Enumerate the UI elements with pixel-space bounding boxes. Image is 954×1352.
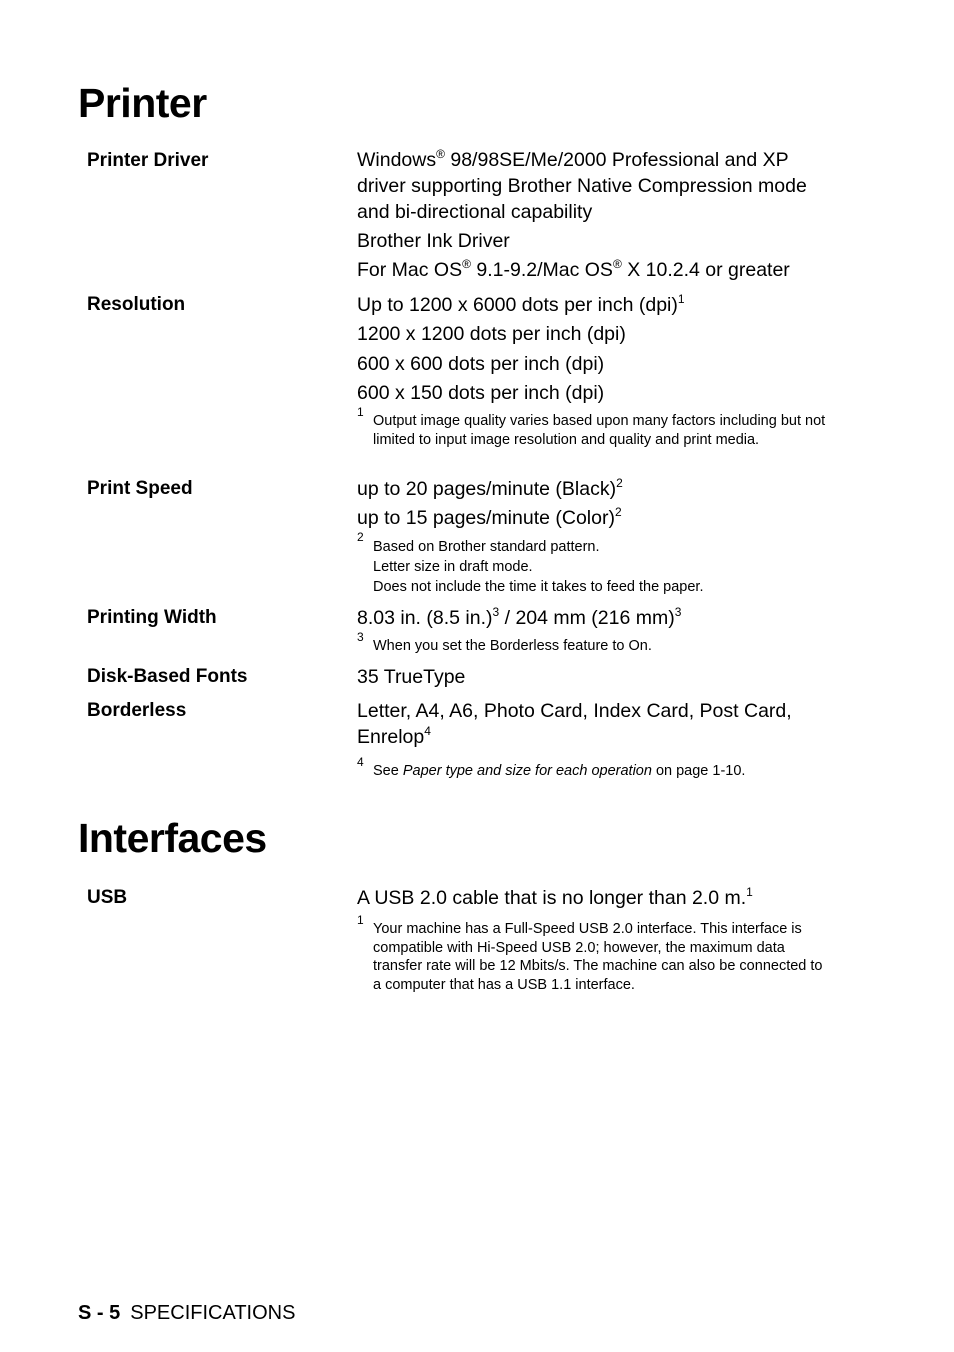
page-footer bbox=[78, 1300, 295, 1326]
footnote-number: 1 bbox=[357, 913, 364, 927]
footnote-text-1: Based on Brother standard pattern. bbox=[373, 539, 600, 555]
value-printer-driver-windows: Windows® 98/98SE/Me/2000 Professional and XP driver supporting Brother Native Compression mode and bi-directional capability bbox=[357, 147, 807, 223]
footnote-text: Your machine has a Full-Speed USB 2.0 interface. This interface is compatible with Hi-Speed USB 2.0; however, the maximum data transfer rate will be 12 Mbits/s. The machine can also be connected to a computer that has a USB 1.1 interface. bbox=[373, 921, 823, 993]
value-print-speed-color: up to 15 pages/minute (Color)$^2$ bbox=[357, 505, 622, 529]
footnote-printing-width bbox=[357, 630, 827, 656]
footnote-number: 3 bbox=[357, 630, 364, 644]
footnote-text: Output image quality varies based upon many factors including but not limited to input image resolution and quality and print media. bbox=[373, 413, 826, 448]
value-printer-driver-mac: For Mac OS® 9.1-9.2/Mac OS® X 10.2.4 or greater bbox=[357, 257, 790, 281]
label-usb: USB bbox=[87, 887, 128, 908]
value-resolution-2: 1200 x 1200 dots per inch (dpi) bbox=[357, 323, 626, 345]
value-printer-driver-ink: Brother Ink Driver bbox=[357, 230, 510, 252]
footnote-borderless bbox=[357, 755, 827, 781]
value-print-speed-black: up to 20 pages/minute (Black)$^2$ bbox=[357, 476, 623, 500]
label-printing-width: Printing Width bbox=[87, 607, 217, 628]
footnote-resolution bbox=[357, 405, 827, 449]
footnote-number: 4 bbox=[357, 755, 364, 769]
value-usb: A USB 2.0 cable that is no longer than 2.0 m.$^1$ bbox=[357, 885, 753, 909]
label-disk-based-fonts: Disk-Based Fonts bbox=[87, 666, 248, 687]
footnote-text: See Paper type and size for each operation on page 1-10. bbox=[373, 763, 746, 779]
footnote-text-3: Does not include the time it takes to feed the paper. bbox=[373, 579, 704, 595]
page-number: S - 5 bbox=[78, 1302, 121, 1324]
label-borderless: Borderless bbox=[87, 700, 187, 721]
section-title-printer: Printer bbox=[78, 80, 207, 126]
footnote-text: When you set the Borderless feature to On. bbox=[373, 638, 652, 654]
value-resolution-4: 600 x 150 dots per inch (dpi) bbox=[357, 382, 605, 404]
footnote-text-2: Letter size in draft mode. bbox=[373, 559, 533, 575]
value-resolution-3: 600 x 600 dots per inch (dpi) bbox=[357, 353, 605, 375]
footnote-link-title: Paper type and size for each operation bbox=[402, 763, 652, 779]
label-printer-driver: Printer Driver bbox=[87, 150, 209, 171]
label-resolution: Resolution bbox=[87, 294, 186, 315]
section-title-interfaces: Interfaces bbox=[78, 815, 267, 861]
value-disk-based-fonts: 35 TrueType bbox=[357, 666, 466, 688]
value-resolution-1: Up to 1200 x 6000 dots per inch (dpi)$^1$ bbox=[357, 292, 685, 316]
footnote-number: 1 bbox=[357, 405, 364, 419]
value-printing-width: 8.03 in. (8.5 in.)$^3$ / 204 mm (216 mm)$^3$ bbox=[357, 605, 682, 629]
footnote-number: 2 bbox=[357, 530, 364, 544]
value-borderless: Letter, A4, A6, Photo Card, Index Card, Post Card, Enrelop$^4$ bbox=[357, 700, 792, 748]
footer-section: SPECIFICATIONS bbox=[130, 1302, 296, 1324]
label-print-speed: Print Speed bbox=[87, 478, 193, 499]
footnote-print-speed bbox=[357, 530, 827, 597]
footnote-usb bbox=[357, 913, 827, 994]
